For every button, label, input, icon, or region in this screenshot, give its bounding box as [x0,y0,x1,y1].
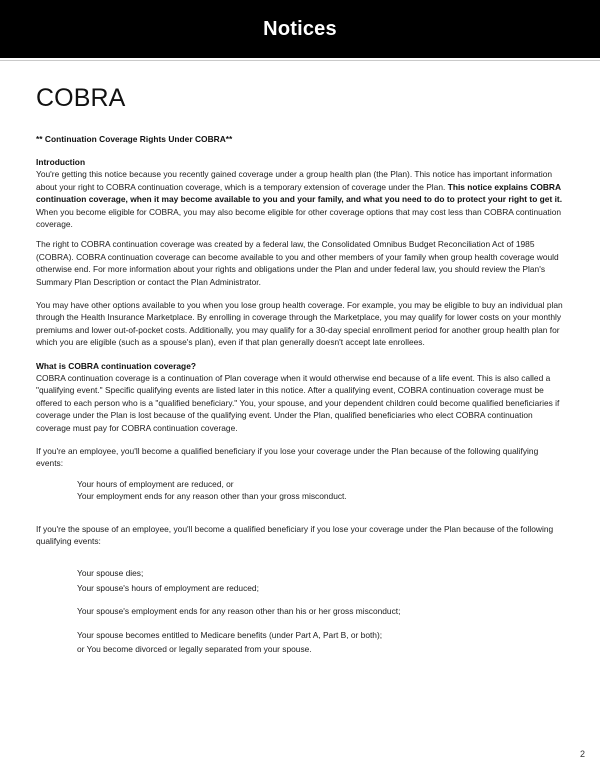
employee-events-intro: If you're an employee, you'll become a qualified beneficiary if you lose your coverage under the Plan because of the following qualifying events: [36,446,539,469]
spacer [36,125,565,133]
spacer [36,503,565,515]
spacer [36,113,565,125]
list-item: Your spouse dies; [77,568,144,579]
document-title: COBRA [36,84,126,112]
spacer [36,559,565,567]
what-is-cobra-paragraph: COBRA continuation coverage is a continuation of Plan coverage when it would otherwise end because of a life event. This is also called a "qualifying event." Specific qualifying events are listed later in this notice. After a qualifying event, COBRA continuation coverage must be offered to each person who is a "qualified beneficiary." You, your spouse, and your dependent children could become qualified beneficiaries if coverage under the Plan is lost because of the qualifying event. Under the Plan, qualified beneficiaries who elect COBRA continuation coverage must pay for COBRA continuation coverage. [36,373,560,433]
list-item: Your spouse's employment ends for any reason other than his or her gross misconduct; [77,606,401,617]
spacer [36,515,565,523]
intro-text-part1: You're getting this notice because you recently gained coverage under a group health plan (the Plan). This notice has important information about your right to COBRA continuation coverage, which is a temporary extension of coverage under the Plan. [36,169,553,192]
introduction-paragraph-3: You may have other options available to you when you lose group health coverage. For example, you may be eligible to buy an individual plan through the Health Insurance Marketplace. By enrolling in coverage through the Marketplace, you may qualify for lower costs on your monthly premiums and lower out-of-pocket costs. Additionally, you may qualify for a 30-day special enrollment period for another group health plan for which you are eligible (such as a spouse's plan), even if that plan generally doesn't accept late enrollees. [36,299,563,348]
list-item: Your spouse's hours of employment are reduced; [77,582,259,593]
spacer [36,230,565,238]
header-divider [0,60,600,61]
employee-qualifying-events-list [36,478,565,503]
section-heading-what-is-cobra: What is COBRA continuation coverage? [36,360,197,371]
spacer [36,288,565,299]
introduction-paragraph-1 [36,168,565,230]
list-item: Your spouse becomes entitled to Medicare benefits (under Part A, Part B, or both); [77,629,383,640]
spacer [36,349,565,360]
intro-text-part2: When you become eligible for COBRA, you may also become eligible for other coverage options that may cost less than COBRA continuation coverage. [36,206,562,229]
page-number: 2 [579,749,585,759]
spacer [36,145,565,156]
list-item: Your employment ends for any reason other than your gross misconduct. [77,491,347,502]
spacer [36,547,565,559]
spouse-events-intro: If you're the spouse of an employee, you'll become a qualified beneficiary if you lose your coverage under the Plan because of the following qualifying events: [36,523,554,547]
page-header-bar [0,0,600,58]
document-body [0,85,600,656]
spacer [36,470,565,478]
notice-heading: ** Continuation Coverage Rights Under COBRA** [36,133,233,144]
intro-text-emphasis: This notice explains COBRA continuation coverage, when it may become available to you and your family, and what you need to do to protect your right to get it. [36,181,563,205]
page-header-title: Notices [263,18,337,40]
spacer [36,434,565,445]
list-item: or You become divorced or legally separated from your spouse. [77,644,312,655]
spouse-qualifying-events-list [36,567,565,655]
list-item: Your hours of employment are reduced, or [77,478,234,489]
section-heading-introduction: Introduction [36,156,86,167]
introduction-paragraph-2: The right to COBRA continuation coverage was created by a federal law, the Consolidated Omnibus Budget Reconciliation Act of 1985 (COBRA). COBRA continuation coverage can become available to you and other members of your family when group health coverage would otherwise end. For more information about your rights and obligations under the Plan and under federal law, you should review the Plan's Summary Plan Description or contact the Plan Administrator. [36,239,559,287]
